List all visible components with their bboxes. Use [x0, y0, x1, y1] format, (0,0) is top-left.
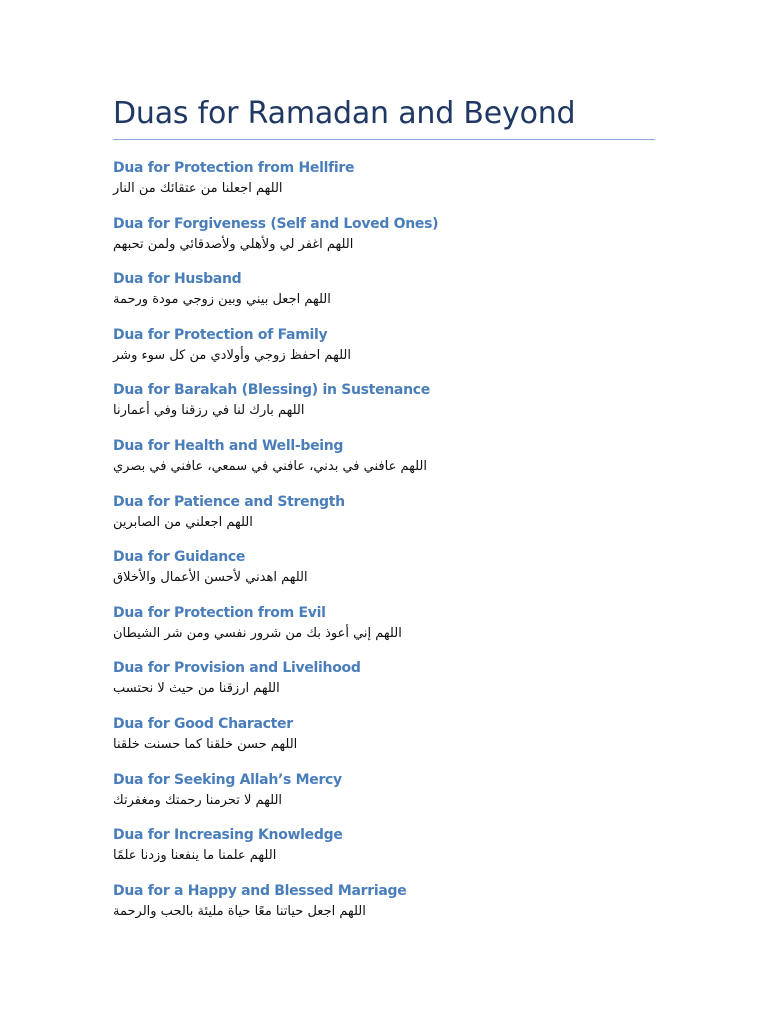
dua-arabic-text: اللهم بارك لنا في رزقنا وفي أعمارنا	[113, 403, 305, 419]
dua-item	[113, 269, 655, 325]
dua-heading: Dua for Barakah (Blessing) in Sustenance	[113, 382, 430, 399]
page-title: Duas for Ramadan and Beyond	[113, 96, 576, 131]
dua-item	[113, 603, 655, 659]
title-divider	[113, 139, 655, 140]
dua-arabic-text: اللهم اجعل بيني وبين زوجي مودة ورحمة	[113, 292, 331, 308]
dua-item	[113, 825, 655, 881]
dua-arabic-text: اللهم ارزقنا من حيث لا نحتسب	[113, 681, 280, 697]
dua-heading: Dua for Forgiveness (Self and Loved Ones)	[113, 215, 439, 232]
dua-item	[113, 658, 655, 714]
dua-arabic-text: اللهم علمنا ما ينفعنا وزدنا علمًا	[113, 848, 277, 864]
dua-heading: Dua for Protection of Family	[113, 326, 328, 343]
dua-heading: Dua for Provision and Livelihood	[113, 660, 361, 677]
dua-heading: Dua for a Happy and Blessed Marriage	[113, 882, 407, 899]
dua-item	[113, 325, 655, 381]
dua-heading: Dua for Health and Well-being	[113, 437, 344, 454]
dua-heading: Dua for Good Character	[113, 715, 293, 732]
dua-heading: Dua for Protection from Evil	[113, 604, 326, 621]
dua-arabic-text: اللهم لا تحرمنا رحمتك ومغفرتك	[113, 792, 283, 808]
dua-heading: Dua for Seeking Allah’s Mercy	[113, 771, 342, 788]
dua-arabic-text: اللهم اهدني لأحسن الأعمال والأخلاق	[113, 570, 308, 586]
dua-heading: Dua for Patience and Strength	[113, 493, 345, 510]
dua-arabic-text: اللهم حسن خلقنا كما حسنت خلقنا	[113, 736, 298, 752]
dua-arabic-text: اللهم اجعل حياتنا معًا حياة مليئة بالحب والرحمة	[113, 903, 366, 919]
dua-item	[113, 881, 655, 937]
dua-item	[113, 214, 655, 270]
dua-heading: Dua for Protection from Hellfire	[113, 160, 355, 176]
dua-arabic-text: اللهم اغفر لي ولأهلي ولأصدقائي ولمن تحبهم	[113, 236, 354, 252]
dua-heading: Dua for Husband	[113, 271, 242, 288]
dua-arabic-text: اللهم احفظ زوجي وأولادي من كل سوء وشر	[113, 347, 351, 363]
dua-list	[113, 158, 655, 936]
dua-arabic-text: اللهم اجعلنا من عتقائك من النار	[113, 181, 283, 196]
dua-arabic-text: اللهم اجعلني من الصابرين	[113, 514, 253, 530]
dua-item	[113, 714, 655, 770]
dua-item	[113, 436, 655, 492]
dua-arabic-text: اللهم إني أعوذ بك من شرور نفسي ومن شر الشيطان	[113, 625, 402, 641]
dua-arabic-text: اللهم عافني في بدني، عافني في سمعي، عافني في بصري	[113, 458, 427, 474]
dua-heading: Dua for Guidance	[113, 549, 246, 566]
dua-item	[113, 770, 655, 826]
dua-item	[113, 158, 655, 214]
dua-item	[113, 492, 655, 548]
dua-heading: Dua for Increasing Knowledge	[113, 827, 343, 844]
dua-item	[113, 380, 655, 436]
dua-item	[113, 547, 655, 603]
document-page	[113, 94, 655, 936]
